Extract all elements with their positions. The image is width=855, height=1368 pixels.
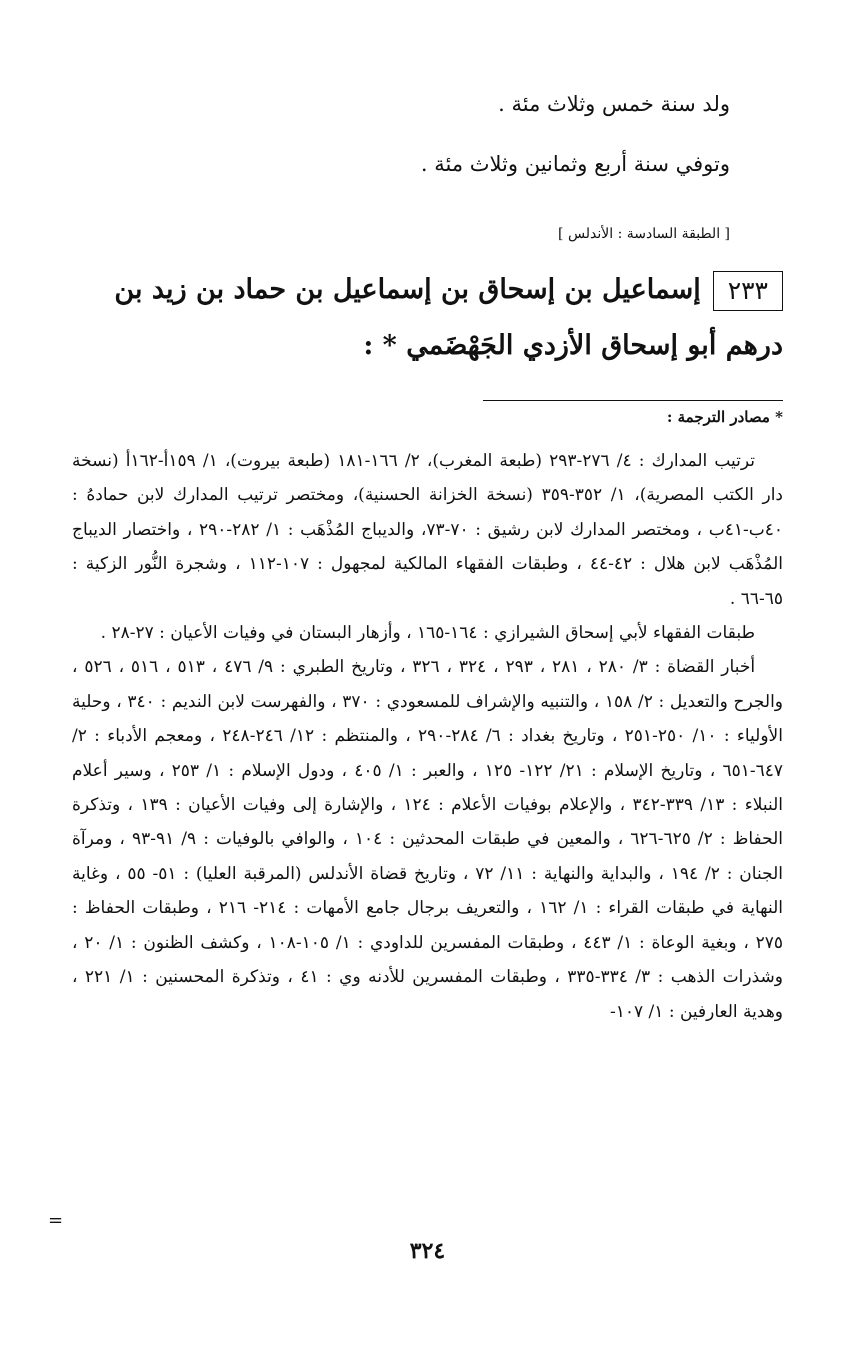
continuation-mark: = — [48, 1210, 64, 1231]
footnote-divider — [483, 400, 783, 401]
footnote-paragraph: ترتيب المدارك : ٤/ ٢٧٦-٢٩٣ (طبعة المغرب)، ٢/ ١٦٦-١٨١ (طبعة بيروت)، ١/ ١٥٩أ-١٦٢أ (نسخة دار الكتب المصرية)، ١/ ٣٥٢-٣٥٩ (نسخة الخزانة الحسنية)، ومختصر ترتيب المدارك لابن حمادهُ : ٤٠ب-٤١ب ، ومختصر المدارك لابن رشيق : ٧٠-٧٣، والديباج المُذْهَب : ١/ ٢٨٢-٢٩٠ ، واختصار الديباج المُذْهَب لابن هلال : ٤٢-٤٤ ، وطبقات الفقهاء المالكية لمجهول : ١٠٧-١١٢ ، وشجرة النُّور الزكية : ٦٥-٦٦ . — [72, 451, 784, 609]
entry-heading — [70, 262, 783, 374]
footnote-paragraph: أخبار القضاة : ٣/ ٢٨٠ ، ٢٨١ ، ٢٩٣ ، ٣٢٤ ، ٣٢٦ ، وتاريخ الطبري : ٩/ ٤٧٦ ، ٥١٣ ، ٥١٦ ، ٥٢٦ ، والجرح والتعديل : ٢/ ١٥٨ ، والتنبيه والإشراف للمسعودي : ٣٧٠ ، والفهرست لابن النديم : ٣٤٠ ، وحلية الأولياء : ١٠/ ٢٥٠-٢٥١ ، وتاريخ بغداد : ٦/ ٢٨٤-٢٩٠ ، والمنتظم : ١٢/ ٢٤٦-٢٤٨ ، ومعجم الأدباء : ٢/ ٦٤٧-٦٥١ ، وتاريخ الإسلام : ٢١/ ١٢٢- ١٢٥ ، والعبر : ١/ ٤٠٥ ، ودول الإسلام : ١/ ٢٥٣ ، وسير أعلام النبلاء : ١٣/ ٣٣٩-٣٤٢ ، والإعلام بوفيات الأعلام : ١٢٤ ، والإشارة إلى وفيات الأعيان : ١٣٩ ، وتذكرة الحفاظ : ٢/ ٦٢٥-٦٢٦ ، والمعين في طبقات المحدثين : ١٠٤ ، والوافي بالوفيات : ٩/ ٩١-٩٣ ، ومرآة الجنان : ٢/ ١٩٤ ، والبداية والنهاية : ١١/ ٧٢ ، وتاريخ قضاة الأندلس (المرقبة العليا) : ٥١- ٥٥ ، وغاية النهاية في طبقات القراء : ١/ ١٦٢ ، والتعريف برجال جامع الأمهات : ٢١٤- ٢١٦ ، وطبقات الحفاظ : ٢٧٥ ، وبغية الوعاة : ١/ ٤٤٣ ، وطبقات المفسرين للداودي : ١/ ١٠٥-١٠٨ ، وكشف الظنون : ١/ ٢٠ ، وشذرات الذهب : ٣/ ٣٣٤-٣٣٥ ، وطبقات المفسرين للأدنه وي : ٤١ ، وتذكرة المحسنين : ١/ ٢٢١ ، وهدية العارفين : ١/ ١٠٧- — [72, 657, 784, 1022]
footnote-body — [72, 444, 783, 1029]
entry-number: ٢٣٣ — [713, 271, 783, 311]
intro-death-line: وتوفي سنة أربع وثمانين وثلاث مئة . — [420, 152, 730, 176]
section-header: [ الطبقة السادسة : الأندلس ] — [558, 226, 730, 242]
footnote-paragraph: طبقات الفقهاء لأبي إسحاق الشيرازي : ١٦٤-١٦٥ ، وأزهار البستان في وفيات الأعيان : ٢٧-٢٨ . — [100, 623, 755, 644]
intro-birth-line: ولد سنة خمس وثلاث مئة . — [498, 92, 730, 116]
footnote-heading: * مصادر الترجمة : — [666, 408, 783, 426]
entry-title: إسماعيل بن إسحاق بن إسماعيل بن حماد بن زيد بن درهم أبو إسحاق الأزدي الجَهْضَمي * : — [114, 274, 783, 361]
page-number: ٣٢٤ — [409, 1238, 446, 1264]
